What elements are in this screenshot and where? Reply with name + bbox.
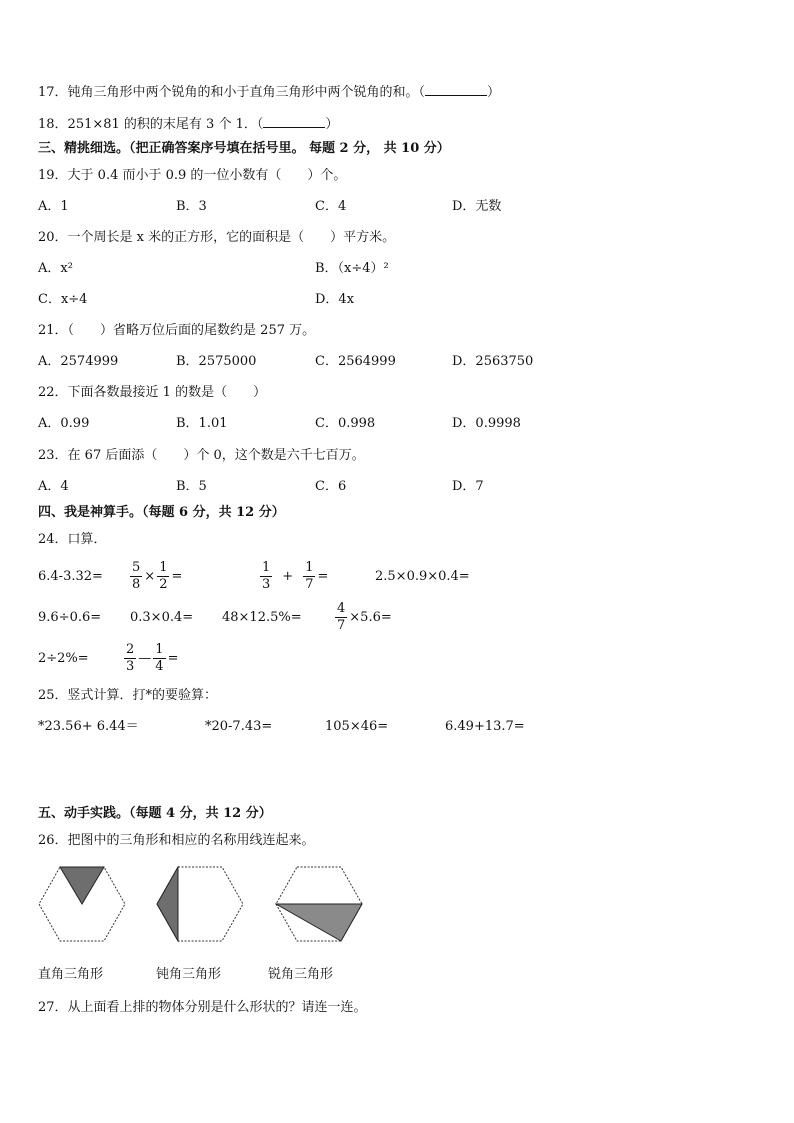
hexagon-figure-2 bbox=[156, 866, 244, 942]
q22-option-d[interactable]: D．0.9998 bbox=[452, 416, 521, 431]
q23-option-a[interactable]: A．4 bbox=[38, 479, 69, 494]
q21-option-d[interactable]: D．2563750 bbox=[452, 354, 534, 369]
calc-expr-8: $\frac{4}{7}$ ×5.6= bbox=[337, 600, 392, 633]
vertical-calc-1: *23.56+ 6.44＝ bbox=[38, 719, 139, 734]
fraction: $\frac{5}{8}$ bbox=[132, 559, 141, 592]
section-3-heading: 三、精挑细选。（把正确答案序号填在括号里。 每题 2 分， 共 10 分） bbox=[38, 141, 450, 156]
calc-expr-9: 2÷2%= bbox=[38, 650, 89, 666]
calc-expr-6: 0.3×0.4= bbox=[130, 609, 194, 625]
fraction: $\frac{1}{4}$ bbox=[155, 641, 164, 674]
calc-expr-2: $\frac{5}{8}$ × $\frac{1}{2}$ = bbox=[132, 559, 183, 592]
q22-option-b[interactable]: B．1.01 bbox=[176, 416, 228, 431]
q20-option-d[interactable]: D．4x bbox=[315, 292, 355, 307]
q19-option-a[interactable]: A．1 bbox=[38, 199, 69, 214]
answer-blank-17[interactable] bbox=[425, 84, 487, 96]
q22-option-a[interactable]: A．0.99 bbox=[38, 416, 90, 431]
q21-option-a[interactable]: A．2574999 bbox=[38, 354, 119, 369]
question-20-stem: 20．一个周长是 x 米的正方形，它的面积是（ ）平方米。 bbox=[38, 230, 396, 245]
q23-option-d[interactable]: D．7 bbox=[452, 479, 484, 494]
fraction: $\frac{2}{3}$ bbox=[126, 641, 135, 674]
fraction: $\frac{4}{7}$ bbox=[337, 600, 346, 633]
label-obtuse-triangle[interactable]: 钝角三角形 bbox=[156, 967, 222, 982]
calc-expr-4: 2.5×0.9×0.4= bbox=[375, 568, 470, 584]
fraction: $\frac{1}{7}$ bbox=[305, 559, 314, 592]
label-right-triangle[interactable]: 直角三角形 bbox=[38, 967, 104, 982]
fraction: $\frac{1}{2}$ bbox=[159, 559, 168, 592]
hexagon-figure-1 bbox=[38, 866, 126, 942]
answer-blank-18[interactable] bbox=[263, 116, 325, 128]
q19-option-b[interactable]: B．3 bbox=[176, 199, 207, 214]
vertical-calc-4: 6.49+13.7= bbox=[445, 719, 525, 734]
q22-option-c[interactable]: C．0.998 bbox=[315, 416, 376, 431]
q20-option-c[interactable]: C．x÷4 bbox=[38, 292, 88, 307]
q19-option-d[interactable]: D．无数 bbox=[452, 199, 502, 214]
question-17: 17．钝角三角形中两个锐角的和小于直角三角形中两个锐角的和。（ ） bbox=[38, 85, 501, 100]
q21-option-c[interactable]: C．2564999 bbox=[315, 354, 396, 369]
question-25-stem: 25．竖式计算．打*的要验算： bbox=[38, 688, 218, 703]
q19-option-c[interactable]: C．4 bbox=[315, 199, 347, 214]
question-18: 18．251×81 的积的末尾有 3 个 1．（ ） bbox=[38, 117, 339, 132]
question-21-stem: 21．（ ）省略万位后面的尾数约是 257 万。 bbox=[38, 323, 316, 338]
fraction: $\frac{1}{3}$ bbox=[262, 559, 271, 592]
hexagon-figure-3 bbox=[275, 866, 363, 942]
question-27-stem: 27．从上面看上排的物体分别是什么形状的？请连一连。 bbox=[38, 1000, 367, 1015]
vertical-calc-2: *20-7.43= bbox=[205, 719, 273, 734]
question-23-stem: 23．在 67 后面添（ ）个 0，这个数是六千七百万。 bbox=[38, 448, 365, 463]
calc-expr-5: 9.6÷0.6= bbox=[38, 609, 102, 625]
q21-option-b[interactable]: B．2575000 bbox=[176, 354, 257, 369]
calc-expr-3: $\frac{1}{3}$ + $\frac{1}{7}$ = bbox=[262, 559, 329, 592]
question-19-stem: 19．大于 0.4 而小于 0.9 的一位小数有（ ）个。 bbox=[38, 168, 347, 183]
q20-option-a[interactable]: A．x² bbox=[38, 261, 73, 276]
calc-expr-10: $\frac{2}{3}$ — $\frac{1}{4}$ = bbox=[126, 641, 179, 674]
section-4-heading: 四、我是神算手。（每题 6 分，共 12 分） bbox=[38, 505, 285, 520]
question-24-stem: 24．口算． bbox=[38, 532, 107, 547]
q20-option-b[interactable]: B．（x÷4）² bbox=[315, 261, 389, 276]
calc-expr-7: 48×12.5%= bbox=[222, 609, 302, 625]
vertical-calc-3: 105×46= bbox=[325, 719, 389, 734]
q23-option-b[interactable]: B．5 bbox=[176, 479, 207, 494]
question-26-stem: 26．把图中的三角形和相应的名称用线连起来。 bbox=[38, 833, 315, 848]
calc-expr-1: 6.4-3.32= bbox=[38, 568, 103, 584]
question-22-stem: 22．下面各数最接近 1 的数是（ ） bbox=[38, 385, 267, 400]
section-5-heading: 五、动手实践。（每题 4 分，共 12 分） bbox=[38, 806, 272, 821]
q23-option-c[interactable]: C．6 bbox=[315, 479, 347, 494]
label-acute-triangle[interactable]: 锐角三角形 bbox=[268, 967, 334, 982]
